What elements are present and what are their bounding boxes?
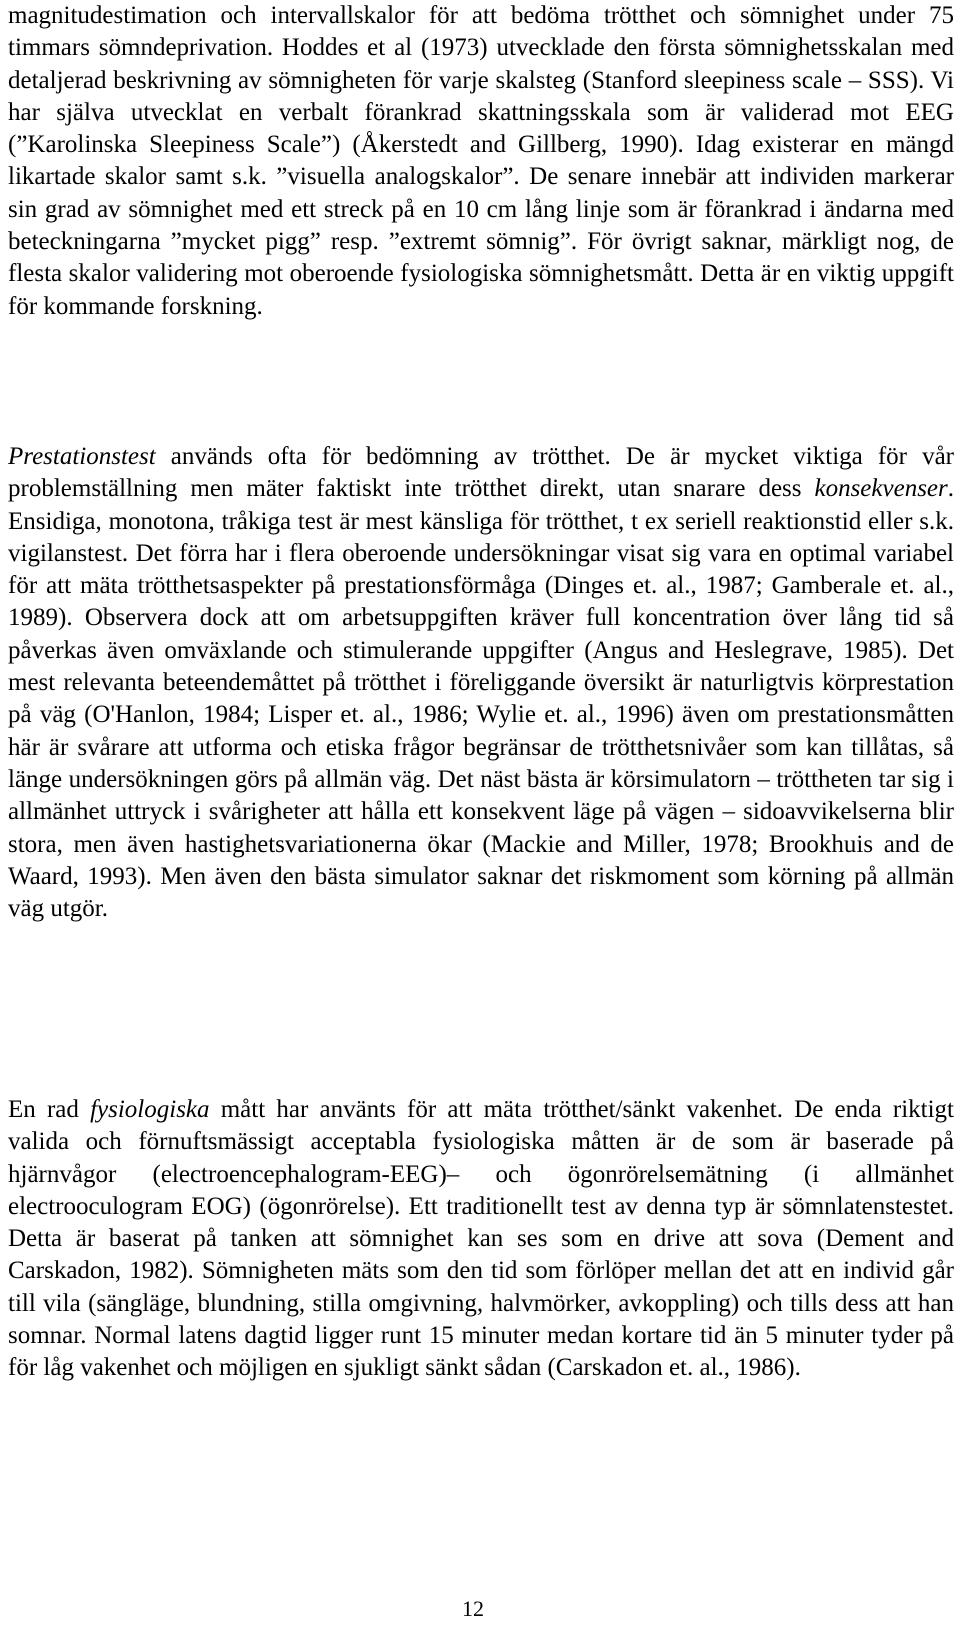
paragraph-text: används ofta för bedömning av trötthet. De är mycket viktiga för vår problemställning men mäter faktiskt inte trötthet direkt, utan snarare dess <box>8 443 954 503</box>
italic-term-prestationstest: Prestationstest <box>8 443 156 470</box>
paragraph-performance-tests <box>8 441 954 925</box>
italic-term-fysiologiska: fysiologiska <box>90 1096 210 1123</box>
paragraph-text: En rad <box>8 1096 91 1123</box>
paragraph-text: mått har använts för att mäta trötthet/sänkt vakenhet. De enda riktigt valida och förnuftsmässigt acceptabla fysiologiska måtten är de som är baserade på hjärnvågor (electroencephalogram-EEG)– och ögonrörelsemätning (i allmänhet electrooculogram EOG) (ögonrörelse). Ett traditionellt test av denna typ är sömnlatenstestet. Detta är baserat på tanken att sömnighet kan ses som en drive att sova (Dement and Carskadon, 1982). Sömnigheten mäts som den tid som förlöper mellan det att en individ går till vila (sängläge, blundning, stilla omgivning, halvmörker, avkoppling) och tills dess att han somnar. Normal latens dagtid ligger runt 15 minuter medan kortare tid än 5 minuter tyder på för låg vakenhet och möjligen en sjukligt sänkt sådan (Carskadon et. al., 1986). <box>8 1096 954 1382</box>
paragraph-text: magnitudestimation och intervallskalor för att bedöma trötthet och sömnighet under 75 timmars sömndeprivation. Hoddes et al (1973) utvecklade den första sömnighetsskalan med detaljerad beskrivning av sömnigheten för varje skalsteg (Stanford sleepiness scale – SSS). Vi har själva utvecklat en verbalt förankrad skattningsskala som är validerad mot EEG (”Karolinska Sleepiness Scale”) (Åkerstedt and Gillberg, 1990). Idag existerar en mängd likartade skalor samt s.k. ”visuella analogskalor”. De senare innebär att individen markerar sin grad av sömnighet med ett streck på en 10 cm lång linje som är förankrad i ändarna med beteckningarna ”mycket pigg” resp. ”extremt sömnig”. För övrigt saknar, märkligt nog, de flesta skalor validering mot oberoende fysiologiska sömnighetsmått. Detta är en viktig uppgift för kommande forskning. <box>8 2 954 320</box>
italic-term-konsekvenser: konsekvenser <box>814 475 948 503</box>
page-number: 12 <box>462 1596 484 1621</box>
paragraph-rating-scales <box>8 0 954 323</box>
paragraph-text: . Ensidiga, monotona, tråkiga test är mest känsliga för trötthet, t ex seriell reaktionstid eller s.k. vigilanstest. Det förra har i flera oberoende undersökningar visat sig vara en optimal variabel för att mäta trötthetsaspekter på prestationsförmåga (Dinges et. al., 1987; Gamberale et. al., 1989). Observera dock att om arbetsuppgiften kräver full koncentration över lång tid så påverkas även omväxlande och stimulerande uppgifter (Angus and Heslegrave, 1985). Det mest relevanta beteendemåttet på trötthet i föreliggande översikt är naturligtvis körprestation på väg (O'Hanlon, 1984; Lisper et. al., 1986; Wylie et. al., 1996) även om prestationsmåtten här är svårare att utforma och etiska frågor begränsar de trötthetsnivåer som kan tillåtas, så länge undersökningen görs på allmän väg. Det näst bästa är körsimulatorn – tröttheten tar sig i allmänhet uttryck i svårigheter att hålla ett konsekvent läge på vägen – sidoavvikelserna blir stora, men även hastighetsvariationerna ökar (Mackie and Miller, 1978; Brookhuis and de Waard, 1993). Men även den bästa simulator saknar det riskmoment som körning på allmän väg utgör. <box>8 475 954 923</box>
paragraph-physiological-measures <box>8 1094 954 1385</box>
